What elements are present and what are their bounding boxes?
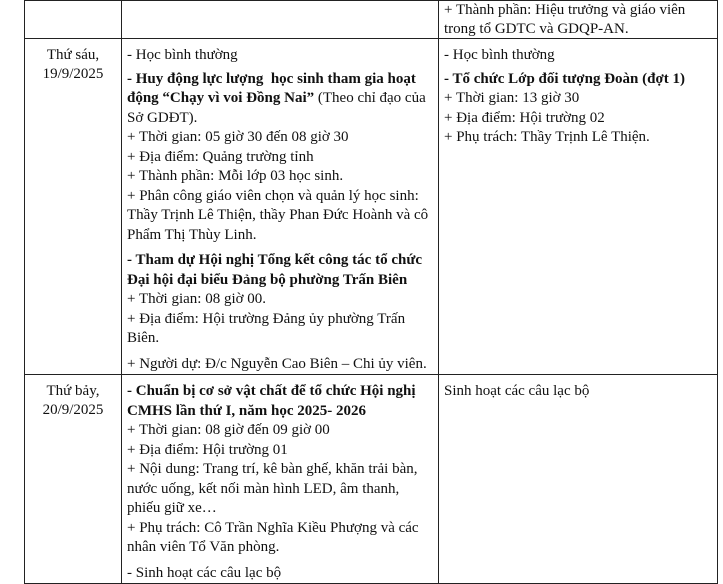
detail-line: + Thời gian: 05 giờ 30 đến 08 giờ 30 [127, 129, 349, 145]
morning-cell [122, 1, 439, 39]
detail-line: trong tổ GDTC và GDQP-AN. [444, 20, 629, 37]
table-row [25, 39, 718, 375]
detail-line: + Địa điểm: Hội trường Đảng ủy phường Trấn [127, 310, 406, 327]
detail-line: + Thời gian: 08 giờ 00. [127, 291, 267, 307]
day-date: 20/9/2025 [42, 402, 104, 418]
detail-line: + Nội dung: Trang trí, kê bàn ghế, khăn trải bàn, [127, 461, 418, 477]
detail-line: Thầy Trịnh Lê Thiện, thầy Phan Đức Hoành và cô [127, 207, 429, 223]
day-cell [25, 375, 122, 584]
event-title: - Tổ chức Lớp đối tượng Đoàn (đợt 1) [444, 70, 686, 87]
closing-line: - Sinh hoạt các câu lạc bộ [127, 564, 282, 581]
detail-line: + Phụ trách: Thầy Trịnh Lê Thiện. [444, 129, 650, 145]
morning-cell [122, 39, 439, 375]
table-row [25, 1, 718, 39]
event-note: Sở GDĐT). [127, 109, 198, 126]
detail-line: + Địa điểm: Hội trường 01 [127, 441, 288, 458]
detail-line: + Thành phần: Hiệu trưởng và giáo viên [444, 2, 686, 18]
day-cell [25, 39, 122, 375]
event-title: CMHS lần thứ I, năm học 2025- 2026 [127, 402, 367, 419]
event-note: (Theo chỉ đạo của [314, 90, 426, 106]
event-title: - Chuẩn bị cơ sở vật chất để tổ chức Hội nghị [127, 383, 416, 399]
event-title: - Tham dự Hội nghị Tổng kết công tác tổ chức [127, 252, 422, 268]
schedule-table [24, 0, 718, 584]
detail-line: + Địa điểm: Quảng trường tỉnh [127, 148, 314, 165]
day-cell [25, 1, 122, 39]
morning-cell [122, 375, 439, 584]
detail-line: + Thời gian: 08 giờ đến 09 giờ 00 [127, 422, 330, 438]
detail-line: + Thời gian: 13 giờ 30 [444, 90, 580, 106]
intro-line: - Học bình thường [127, 47, 238, 63]
table-row [25, 375, 718, 584]
afternoon-cell [439, 375, 718, 584]
activity-line: Sinh hoạt các câu lạc bộ [444, 383, 590, 399]
detail-line: + Phân công giáo viên chọn và quản lý học sinh: [127, 187, 419, 204]
afternoon-cell [439, 39, 718, 375]
detail-line: nhân viên Tổ Văn phòng. [127, 539, 280, 555]
day-date: 19/9/2025 [42, 66, 104, 82]
detail-line: Phẩm Thị Thùy Linh. [127, 226, 257, 243]
event-title: Đại hội đại biểu Đảng bộ phường Trấn Biên [127, 271, 408, 288]
day-name: Thứ sáu, [46, 47, 100, 63]
intro-line: - Học bình thường [444, 47, 555, 63]
event-title: - Huy động lực lượng học sinh tham gia hoạt [127, 70, 416, 87]
day-name: Thứ bảy, [46, 383, 100, 399]
detail-line: + Phụ trách: Cô Trần Nghĩa Kiều Phượng và các [127, 519, 419, 536]
detail-line: + Người dự: Đ/c Nguyễn Cao Biên – Chi ủy viên. [127, 355, 427, 372]
event-title: động “Chạy vì voi Đồng Nai” [127, 90, 315, 106]
afternoon-cell [439, 1, 718, 39]
detail-line: phiếu giữ xe… [127, 500, 217, 516]
detail-line: Biên. [127, 330, 160, 346]
detail-line: nước uống, kết nối màn hình LED, âm thanh, [127, 480, 400, 497]
detail-line: + Địa điểm: Hội trường 02 [444, 109, 605, 126]
detail-line: + Thành phần: Mỗi lớp 03 học sinh. [127, 168, 344, 184]
